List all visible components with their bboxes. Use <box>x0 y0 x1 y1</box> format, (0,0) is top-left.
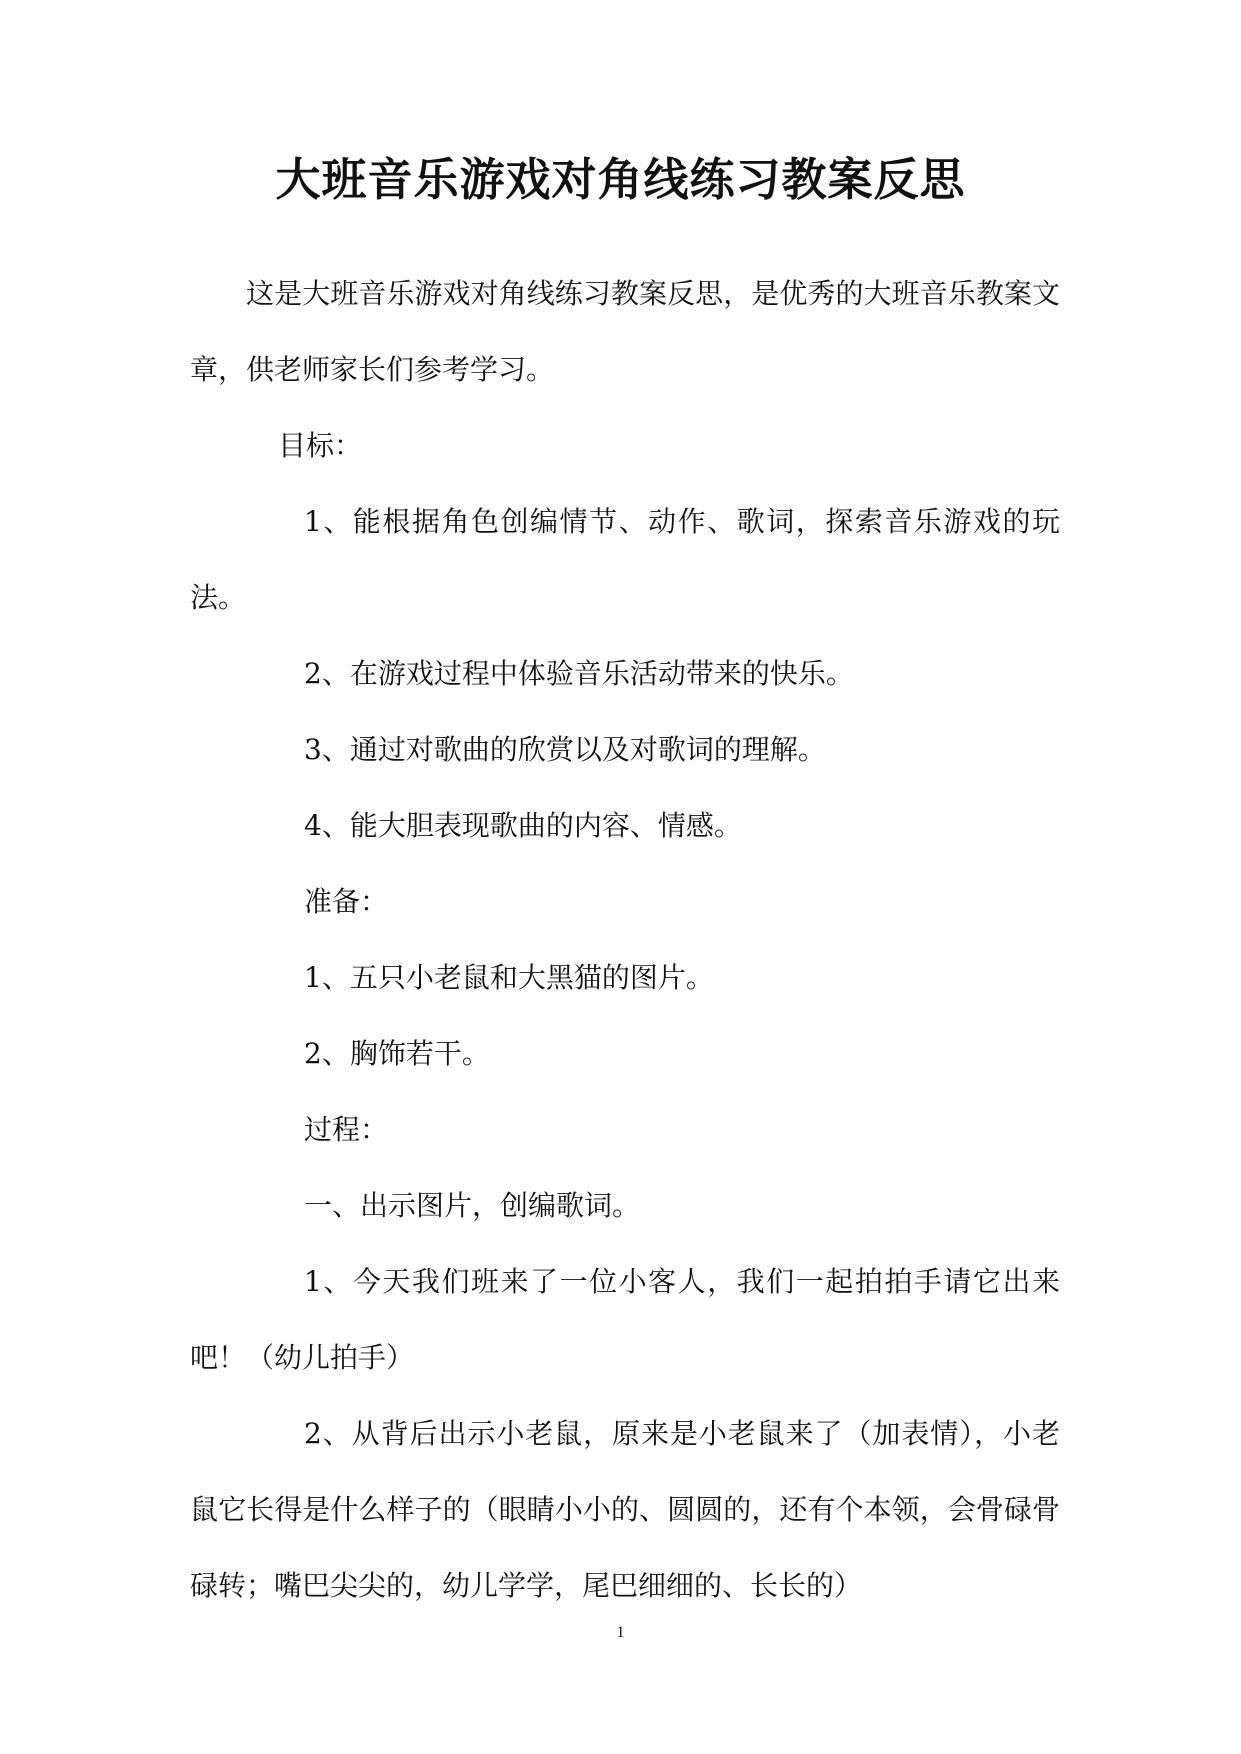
paragraph-prep-2: 2、胸饰若干。 <box>304 1037 490 1070</box>
paragraph-prep-1: 1、五只小老鼠和大黑猫的图片。 <box>304 961 714 994</box>
paragraph-goal-4: 4、能大胆表现歌曲的内容、情感。 <box>304 809 742 842</box>
page-number: 1 <box>616 1624 625 1641</box>
document-title: 大班音乐游戏对角线练习教案反思 <box>275 153 966 206</box>
paragraph-goal-3: 3、通过对歌曲的欣赏以及对歌词的理解。 <box>304 733 826 766</box>
paragraph-process-step-1: 1、今天我们班来了一位小客人，我们一起拍拍手请它出来吧！（幼儿拍手） <box>190 1265 1060 1374</box>
paragraph-goals-heading: 目标： <box>278 429 363 462</box>
document-body <box>190 256 1060 1624</box>
paragraph-goal-1: 1、能根据角色创编情节、动作、歌词，探索音乐游戏的玩法。 <box>190 505 1060 614</box>
paragraph-prep-heading: 准备： <box>304 885 389 918</box>
paragraph-goal-2: 2、在游戏过程中体验音乐活动带来的快乐。 <box>304 657 854 690</box>
paragraph-process-step-2: 2、从背后出示小老鼠，原来是小老鼠来了（加表情），小老鼠它长得是什么样子的（眼睛小小的、圆圆的，还有个本领，会骨碌骨碌转；嘴巴尖尖的，幼儿学学，尾巴细细的、长长的） <box>190 1417 1060 1602</box>
paragraph-process-section-1: 一、出示图片，创编歌词。 <box>304 1189 641 1222</box>
paragraph-intro: 这是大班音乐游戏对角线练习教案反思，是优秀的大班音乐教案文章，供老师家长们参考学习。 <box>190 277 1060 386</box>
paragraph-process-heading: 过程： <box>304 1113 389 1146</box>
